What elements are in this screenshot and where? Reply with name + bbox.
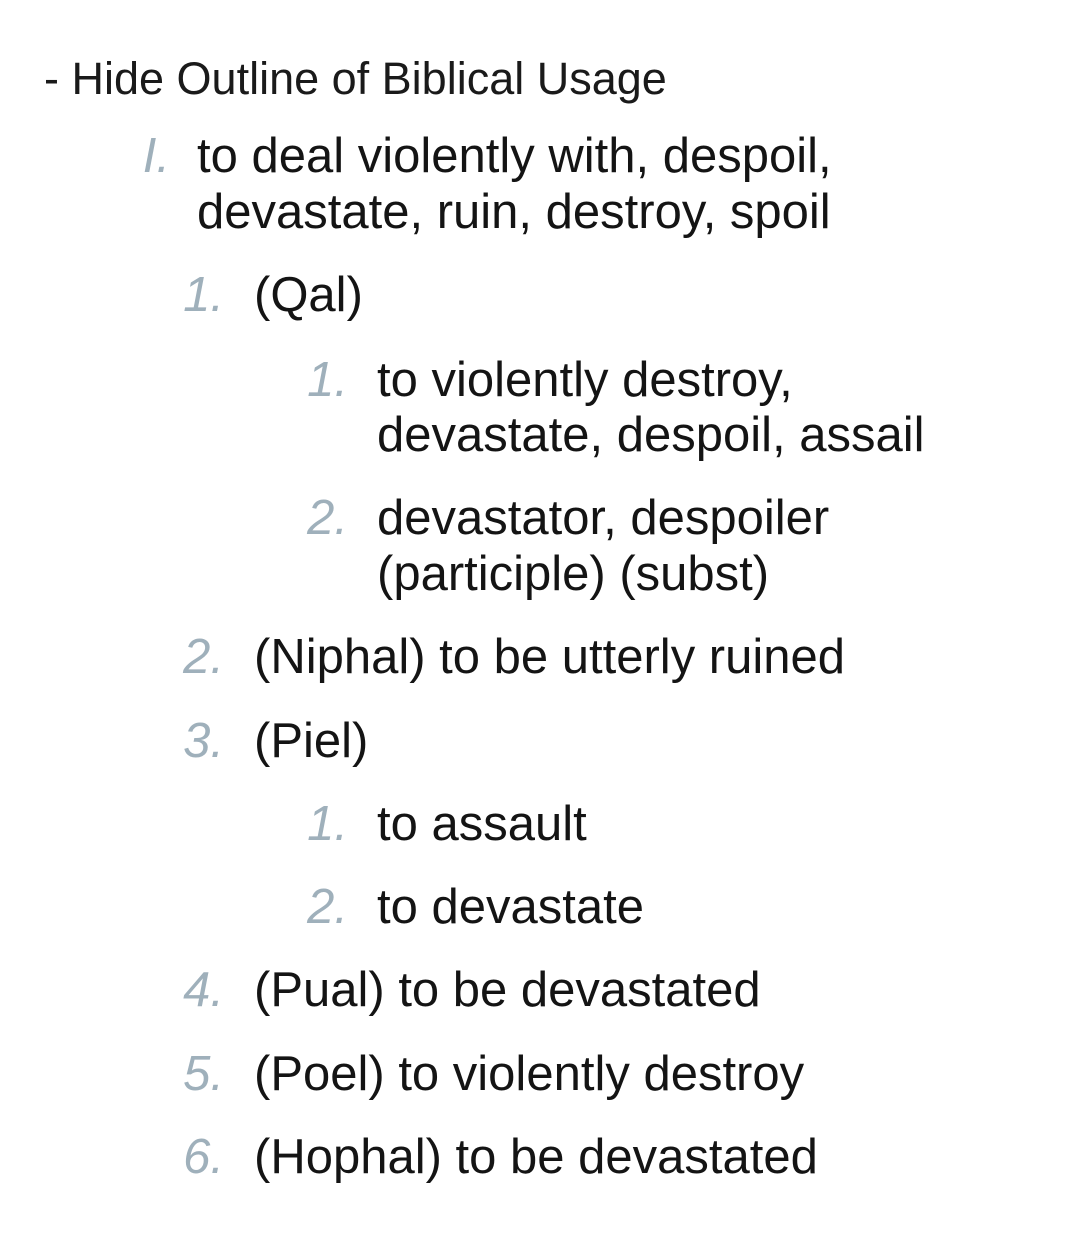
outline-marker: 1. (307, 353, 348, 407)
outline-text: devastate, despoil, assail (377, 408, 925, 462)
outline-marker: 2. (183, 630, 224, 684)
outline-text: (Poel) to violently destroy (254, 1047, 805, 1101)
outline-text: to devastate (377, 880, 644, 934)
outline-text: (Qal) (254, 268, 363, 322)
outline-marker: 4. (183, 963, 224, 1017)
outline-text: (Piel) (254, 714, 369, 768)
outline-text: devastator, despoiler (377, 491, 830, 545)
outline-text: to deal violently with, despoil, (197, 129, 832, 183)
outline-marker: 1. (307, 797, 348, 851)
outline-text: (participle) (subst) (377, 547, 770, 601)
outline-marker: 3. (183, 714, 224, 768)
outline-marker: 1. (183, 268, 224, 322)
hide-outline-toggle[interactable]: - Hide Outline of Biblical Usage (44, 53, 667, 104)
outline-marker: 5. (183, 1047, 224, 1101)
outline-marker: 2. (307, 880, 348, 934)
outline-text: to violently destroy, (377, 353, 793, 407)
outline-marker: 6. (183, 1130, 224, 1184)
outline-marker: 2. (307, 491, 348, 545)
outline-text: to assault (377, 797, 587, 851)
outline-text: (Hophal) to be devastated (254, 1130, 818, 1184)
outline-text: (Niphal) to be utterly ruined (254, 630, 846, 684)
outline-text: devastate, ruin, destroy, spoil (197, 185, 831, 239)
outline-text: (Pual) to be devastated (254, 963, 761, 1017)
outline-marker: I. (142, 129, 170, 183)
